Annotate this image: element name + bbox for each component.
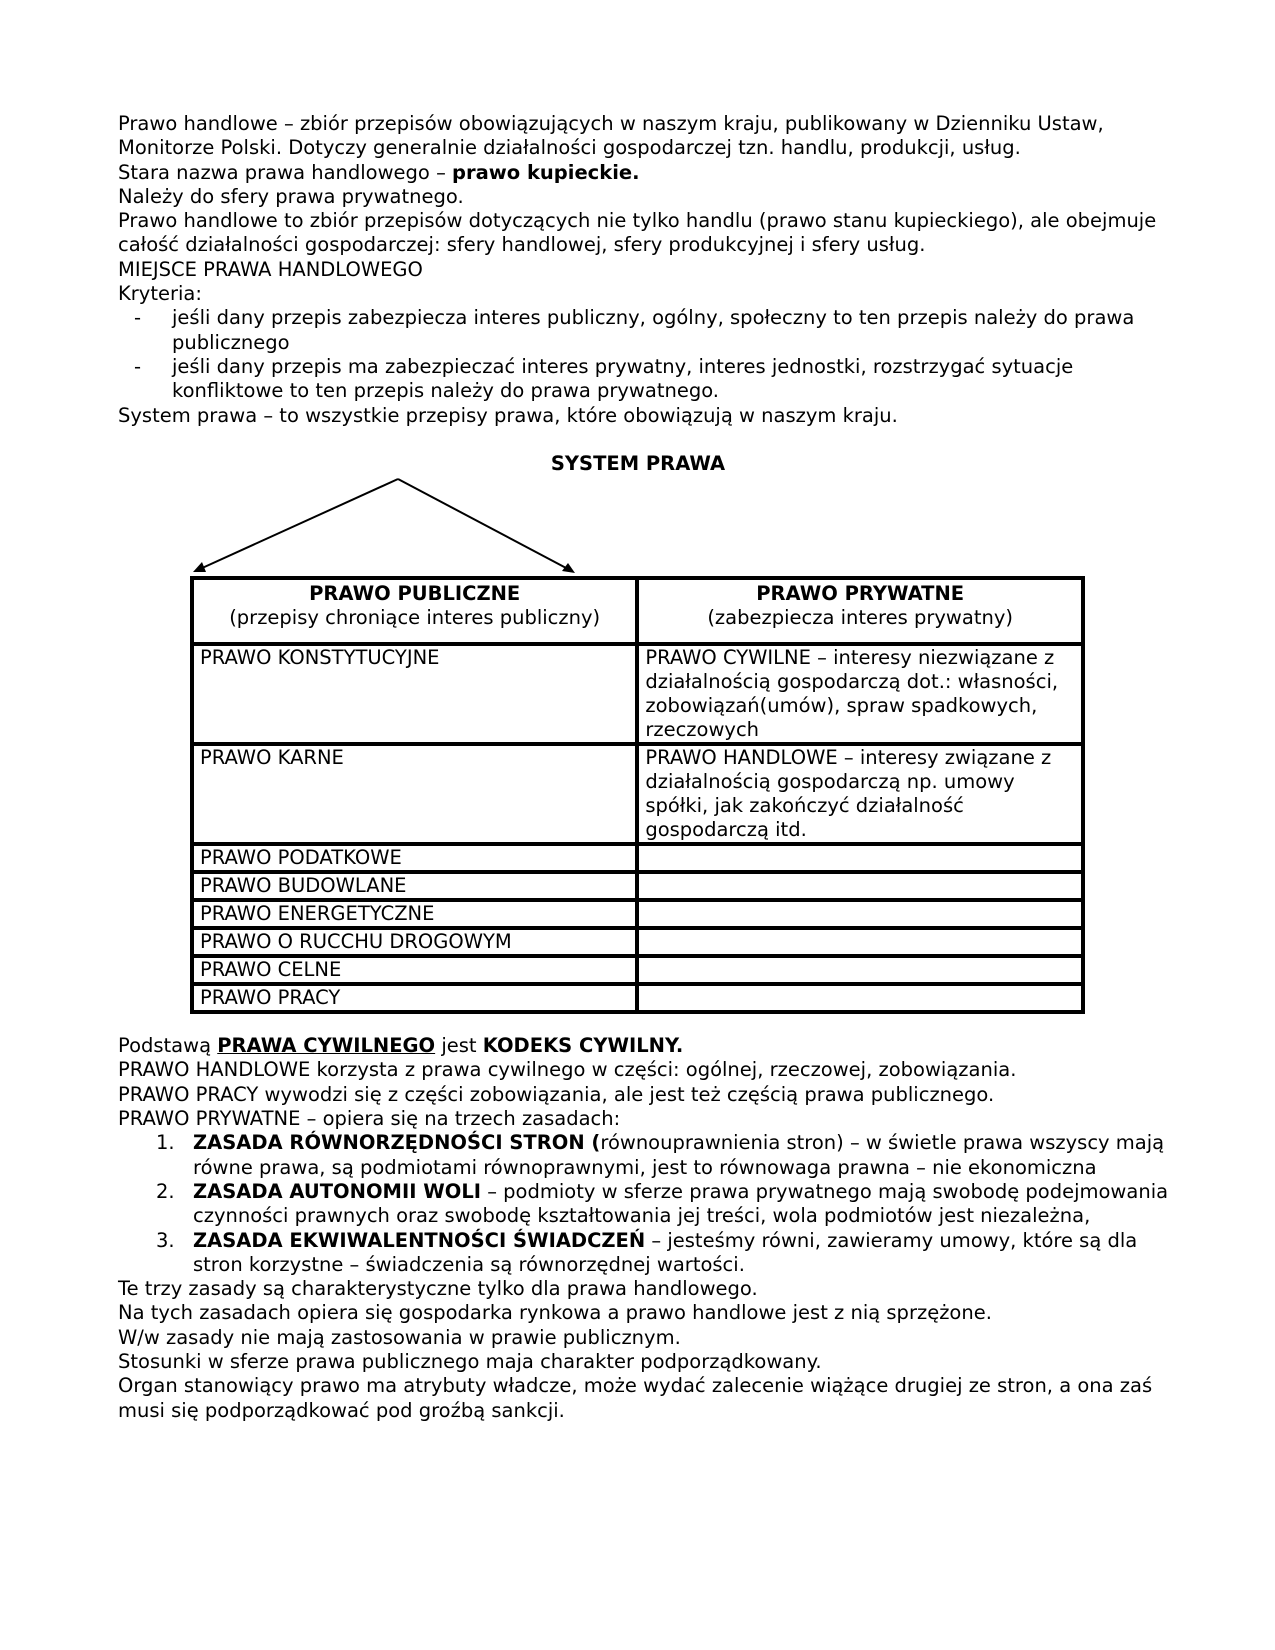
criteria-list: [118, 306, 1178, 403]
table-cell-left: PRAWO PRACY: [192, 984, 637, 1012]
table-row: [192, 956, 1083, 984]
after-paragraph-5: Te trzy zasady są charakterystyczne tylko dla prawa handlowego.: [118, 1277, 758, 1301]
civil-code-text-2: jest: [435, 1034, 483, 1058]
after-paragraph-7: W/w zasady nie mają zastosowania w prawie publicznym.: [118, 1325, 681, 1349]
civil-law-underlined: PRAWA CYWILNEGO: [217, 1034, 436, 1058]
table-row: [192, 844, 1083, 872]
civil-code-text-1: Podstawą: [118, 1034, 218, 1058]
list-item: [118, 1229, 1178, 1278]
list-number: 3.: [156, 1228, 175, 1252]
after-paragraph-3: PRAWO PRACY wywodzi się z części zobowiązania, ale jest też częścią prawa publicznego.: [118, 1082, 995, 1106]
section-heading: MIEJSCE PRAWA HANDLOWEGO: [118, 257, 423, 281]
table-row: [192, 928, 1083, 956]
principle-text: równouprawnienia stron) – w świetle prawa wszyscy mają równe prawa, są podmiotami równoprawnymi, jest to równowaga prawna – nie ekonomiczna: [193, 1131, 1165, 1179]
public-law-header: [192, 578, 637, 644]
table-header-row: [192, 578, 1083, 644]
diagram-title: SYSTEM PRAWA: [550, 451, 726, 475]
table-cell-left: PRAWO ENERGETYCZNE: [192, 900, 637, 928]
table-cell-left: PRAWO KARNE: [192, 744, 637, 844]
table-cell-right: [637, 872, 1083, 900]
principle-title: ZASADA EKWIWALENTNOŚCI ŚWIADCZEŃ: [193, 1228, 646, 1252]
principle-title: ZASADA AUTONOMII WOLI: [193, 1179, 482, 1203]
intro-paragraph-2: [118, 161, 1178, 185]
table-cell-right: [637, 844, 1083, 872]
table-cell-left: PRAWO KONSTYTUCYJNE: [192, 644, 637, 744]
bullet-marker: -: [134, 306, 142, 330]
principle-text: – jesteśmy równi, zawieramy umowy, które są dla stron korzystne – świadczenia są równorzędnej wartości.: [193, 1228, 1138, 1276]
list-item: [118, 1180, 1178, 1229]
table-cell-right: PRAWO HANDLOWE – interesy związane z działalnością gospodarczą np. umowy spółki, jak zakończyć działalność gospodarczą itd.: [637, 744, 1083, 844]
after-paragraph-6: Na tych zasadach opiera się gospodarka rynkowa a prawo handlowe jest z nią sprzężone.: [118, 1301, 992, 1325]
intro-paragraph-1: Prawo handlowe – zbiór przepisów obowiązujących w naszym kraju, publikowany w Dzienniku Ustaw, Monitorze Polski. Dotyczy generalnie działalności gospodarczej tzn. handlu, produkcji, usług.: [118, 112, 1104, 160]
old-name-prefix: Stara nazwa prawa handlowego –: [118, 160, 453, 184]
arrow-right-line: [398, 479, 568, 569]
table-cell-right: PRAWO CYWILNE – interesy niezwiązane z działalnością gospodarczą dot.: własności, zobowiązań(umów), spraw spadkowych, rzeczowych: [637, 644, 1083, 744]
list-item-text: jeśli dany przepis ma zabezpieczać interes prywatny, interes jednostki, rozstrzygać sytuacje konfliktowe to ten przepis należy do prawa prywatnego.: [172, 354, 1074, 403]
table-cell-right: [637, 928, 1083, 956]
system-definition: System prawa – to wszystkie przepisy prawa, które obowiązują w naszym kraju.: [118, 403, 898, 427]
arrow-right-head: [562, 563, 575, 573]
list-item: [118, 306, 1178, 355]
private-law-title: PRAWO PRYWATNE: [756, 582, 965, 606]
arrow-left-line: [200, 479, 398, 569]
after-section: [118, 1034, 1178, 1423]
private-law-subtitle: (zabezpiecza interes prywatny): [707, 606, 1013, 630]
bullet-marker: -: [134, 354, 142, 378]
after-paragraph-9: Organ stanowiący prawo ma atrybuty władcze, może wydać zalecenie wiążące drugiej ze stron, a ona zaś musi się podporządkować pod groźbą sankcji.: [118, 1374, 1153, 1422]
intro-paragraph-3: Należy do sfery prawa prywatnego.: [118, 184, 464, 208]
law-system-table: [190, 576, 1085, 1014]
public-law-subtitle: (przepisy chroniące interes publiczny): [229, 606, 601, 630]
list-number: 2.: [156, 1179, 175, 1203]
private-law-header: [637, 578, 1083, 644]
diagram-arrows: [180, 476, 600, 576]
principle-title: ZASADA RÓWNORZĘDNOŚCI STRON (: [193, 1131, 601, 1155]
public-law-title: PRAWO PUBLICZNE: [309, 582, 521, 606]
table-row: [192, 744, 1083, 844]
table-row: [192, 900, 1083, 928]
after-paragraph-2: PRAWO HANDLOWE korzysta z prawa cywilnego w części: ogólnej, rzeczowej, zobowiązania.: [118, 1058, 1017, 1082]
criteria-label: Kryteria:: [118, 282, 202, 306]
table-cell-left: PRAWO CELNE: [192, 956, 637, 984]
civil-code-paragraph: [118, 1034, 1178, 1058]
civil-code-bold: KODEKS CYWILNY.: [482, 1034, 684, 1058]
document-page: [118, 112, 1178, 1423]
table-row: [192, 984, 1083, 1012]
intro-paragraph-4: Prawo handlowe to zbiór przepisów dotyczących nie tylko handlu (prawo stanu kupieckiego), ale obejmuje całość działalności gospodarczej: sfery handlowej, sfery produkcyjnej i sfery usług.: [118, 209, 1157, 257]
list-item: [118, 1131, 1178, 1180]
table-cell-right: [637, 984, 1083, 1012]
table-cell-left: PRAWO BUDOWLANE: [192, 872, 637, 900]
after-paragraph-4: PRAWO PRYWATNE – opiera się na trzech zasadach:: [118, 1107, 621, 1131]
list-number: 1.: [156, 1131, 175, 1155]
table-cell-left: PRAWO O RUCCHU DROGOWYM: [192, 928, 637, 956]
after-paragraph-8: Stosunki w sferze prawa publicznego maja charakter podporządkowany.: [118, 1350, 822, 1374]
list-item: [118, 355, 1178, 404]
table-row: [192, 872, 1083, 900]
old-name-bold: prawo kupieckie.: [452, 160, 640, 184]
table-cell-right: [637, 956, 1083, 984]
principle-text: – podmioty w sferze prawa prywatnego mają swobodę podejmowania czynności prawnych oraz swobodę kształtowania jej treści, wola podmiotów jest niezależna,: [193, 1179, 1169, 1228]
table-row: [192, 644, 1083, 744]
list-item-text: jeśli dany przepis zabezpiecza interes publiczny, ogólny, społeczny to ten przepis należy do prawa publicznego: [172, 306, 1135, 354]
table-cell-left: PRAWO PODATKOWE: [192, 844, 637, 872]
table-cell-right: [637, 900, 1083, 928]
principles-list: [118, 1131, 1178, 1277]
